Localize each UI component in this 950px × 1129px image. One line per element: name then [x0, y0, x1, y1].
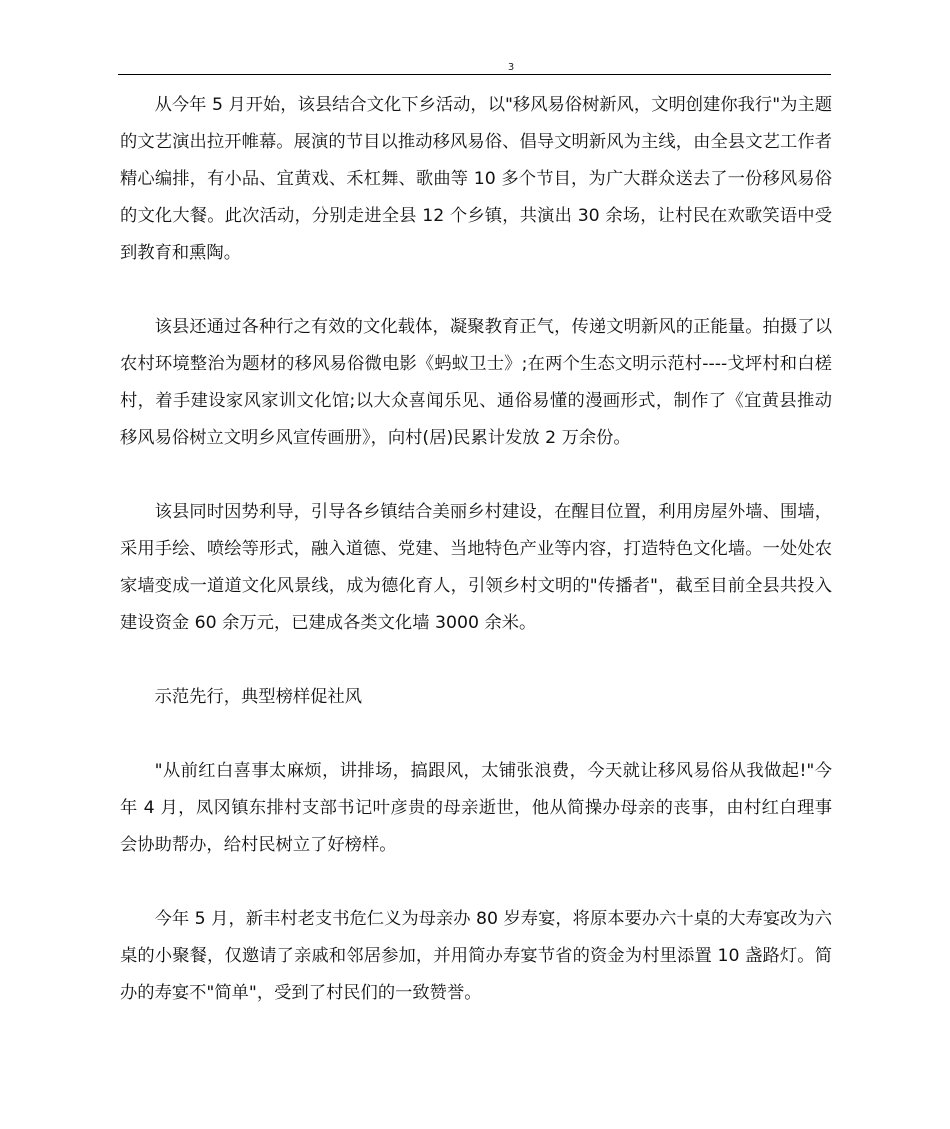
paragraph-6: 今年 5 月，新丰村老支书危仁义为母亲办 80 岁寿宴，将原本要办六十桌的大寿宴改为六桌的小聚餐，仅邀请了亲戚和邻居参加，并用简办寿宴节省的资金为村里添置 10 盏路灯。简办的寿宴不"简单"，受到了村民们的一致赞誉。	[120, 909, 832, 1003]
document-body	[120, 87, 832, 1049]
paragraph-1: 从今年 5 月开始，该县结合文化下乡活动，以"移风易俗树新风，文明创建你我行"为主题的文艺演出拉开帷幕。展演的节目以推动移风易俗、倡导文明新风为主线，由全县文艺工作者精心编排，有小品、宜黄戏、禾杠舞、歌曲等 10 多个节目，为广大群众送去了一份移风易俗的文化大餐。此次活动，分别走进全县 12 个乡镇，共演出 30 余场，让村民在欢歌笑语中受到教育和熏陶。	[120, 95, 832, 263]
paragraph-5: "从前红白喜事太麻烦，讲排场，搞跟风，太铺张浪费，今天就让移风易俗从我做起!"今年 4 月，凤冈镇东排村支部书记叶彦贵的母亲逝世，他从简操办母亲的丧事，由村红白理事会协助帮办，给村民树立了好榜样。	[120, 761, 832, 855]
section-heading: 示范先行，典型榜样促社风	[154, 687, 362, 707]
paragraph-2: 该县还通过各种行之有效的文化载体，凝聚教育正气，传递文明新风的正能量。拍摄了以农村环境整治为题材的移风易俗微电影《蚂蚁卫士》;在两个生态文明示范村----戈坪村和白槎村，着手建设家风家训文化馆;以大众喜闻乐见、通俗易懂的漫画形式，制作了《宜黄县推动移风易俗树立文明乡风宣传画册》，向村(居)民累计发放 2 万余份。	[120, 317, 832, 448]
header-rule	[118, 74, 831, 75]
paragraph-3: 该县同时因势利导，引导各乡镇结合美丽乡村建设，在醒目位置，利用房屋外墙、围墙，采用手绘、喷绘等形式，融入道德、党建、当地特色产业等内容，打造特色文化墙。一处处农家墙变成一道道文化风景线，成为德化育人，引领乡村文明的"传播者"，截至目前全县共投入建设资金 60 余万元，已建成各类文化墙 3000 余米。	[120, 502, 832, 633]
page-number: 3	[507, 62, 515, 73]
